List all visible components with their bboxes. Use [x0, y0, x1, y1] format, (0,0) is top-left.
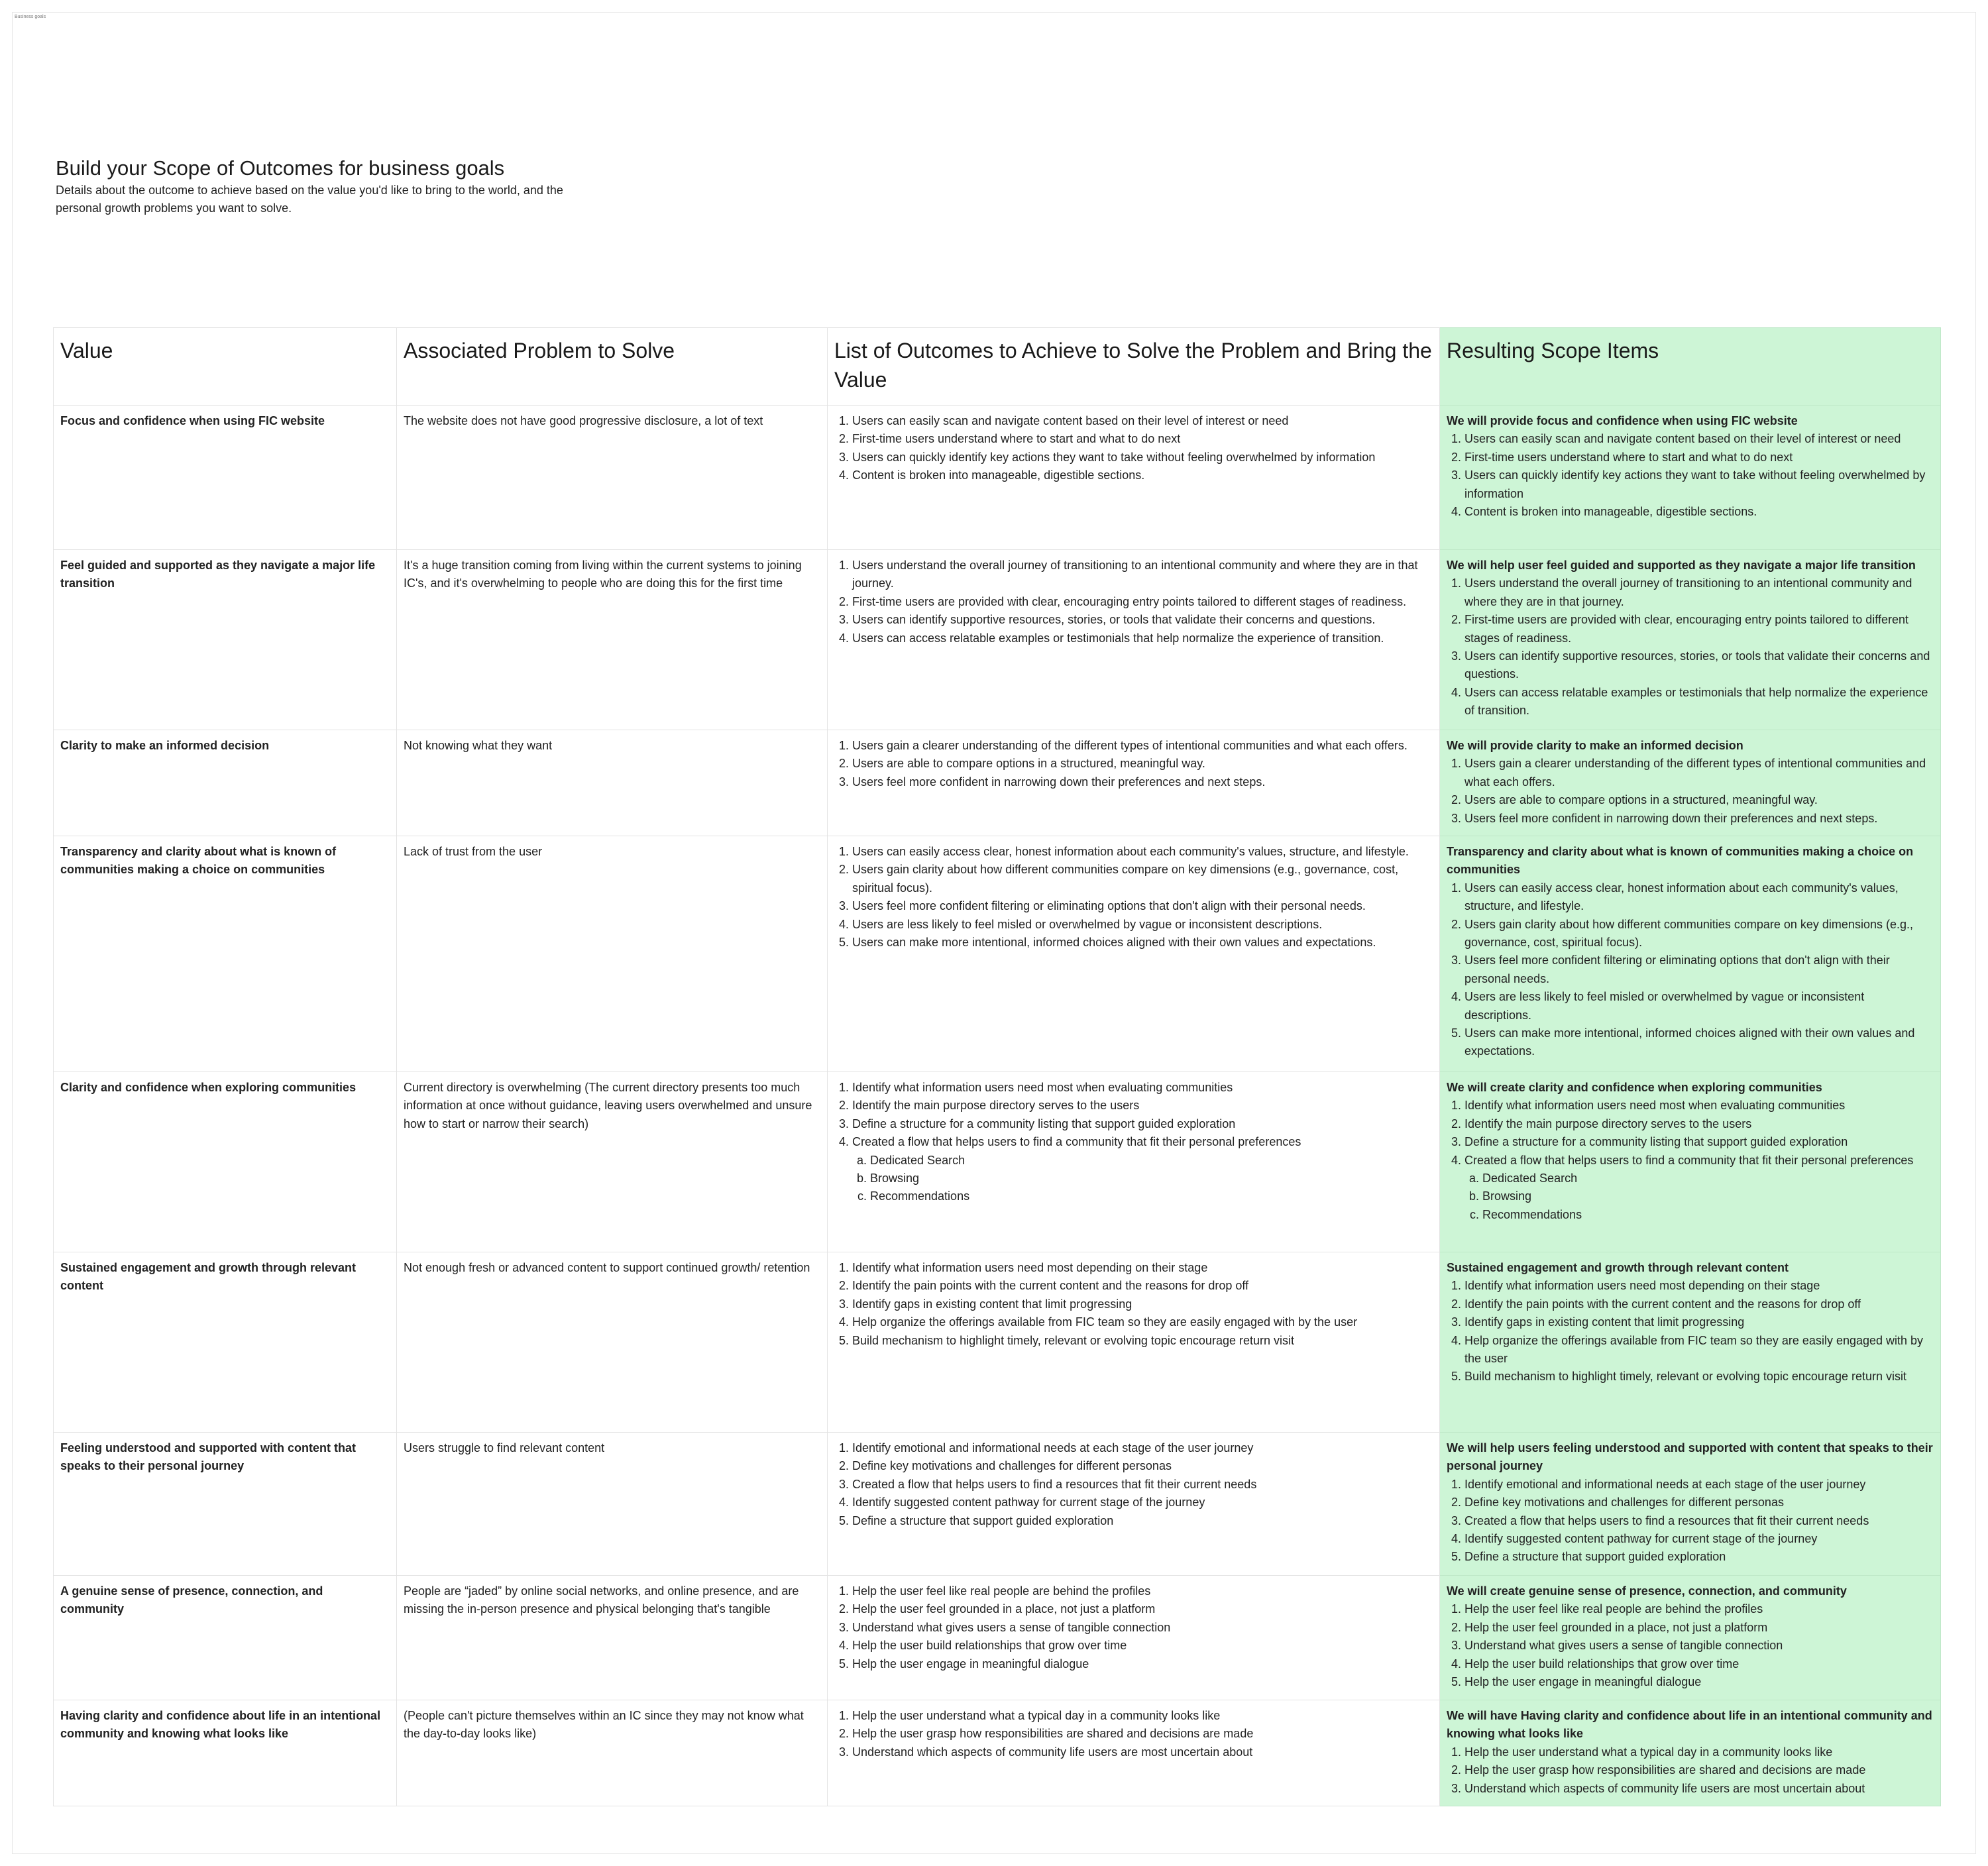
list-item-text: Users understand the overall journey of transitioning to an intentional community and where they are in that journey.	[852, 559, 1418, 590]
list-item	[1464, 1097, 1934, 1115]
scope-cell	[1440, 1433, 1941, 1576]
list-item	[852, 1476, 1433, 1494]
outcomes-cell	[828, 406, 1440, 550]
board-label: Business goals	[15, 15, 46, 19]
list-item-text: Identify what information users need most depending on their stage	[852, 1261, 1208, 1274]
list-item	[852, 1494, 1433, 1511]
list-item-text: Identify the main purpose directory serves to the users	[1464, 1117, 1752, 1130]
scope-title: We will provide focus and confidence when using FIC website	[1447, 414, 1798, 427]
value-cell: A genuine sense of presence, connection, and community	[54, 1576, 397, 1700]
list-item-text: Help organize the offerings available from FIC team so they are easily engaged with by the user	[852, 1315, 1358, 1329]
numbered-list	[1447, 879, 1934, 1061]
list-item	[1464, 1368, 1934, 1386]
list-item	[852, 430, 1433, 448]
list-item-text: Identify the main purpose directory serves to the users	[852, 1099, 1140, 1113]
list-item-text: Users are less likely to feel misled or overwhelmed by vague or inconsistent descriptions.	[852, 917, 1323, 931]
page-title: Build your Scope of Outcomes for business goals	[56, 156, 505, 180]
list-item-text: Define a structure for a community listing that support guided exploration	[1464, 1135, 1848, 1149]
list-item-text: Build mechanism to highlight timely, relevant or evolving topic encourage return visit	[1464, 1370, 1906, 1384]
list-item	[852, 934, 1433, 952]
list-item	[852, 1313, 1433, 1331]
value-cell: Focus and confidence when using FIC website	[54, 406, 397, 550]
numbered-list	[1447, 755, 1934, 828]
numbered-list	[1447, 1097, 1934, 1224]
list-item-text: Users are able to compare options in a structured, meaningful way.	[1464, 793, 1818, 807]
list-item	[1464, 1313, 1934, 1331]
list-item	[852, 1097, 1433, 1115]
scope-title: We will create genuine sense of presence, connection, and community	[1447, 1584, 1847, 1598]
list-item-text: Help the user understand what a typical day in a community looks like	[852, 1709, 1221, 1722]
list-item-text: Users can access relatable examples or testimonials that help normalize the experience of transition.	[1464, 685, 1928, 718]
list-item	[1464, 1277, 1934, 1295]
numbered-list	[1447, 1743, 1934, 1798]
list-item-text: Help the user grasp how responsibilities are shared and decisions are made	[1464, 1763, 1866, 1777]
list-item	[852, 1582, 1433, 1600]
scope-title: We will create clarity and confidence when exploring communities	[1447, 1081, 1822, 1094]
list-item-text: Users gain clarity about how different communities compare on key dimensions (e.g., governance, cost, spiritual focus).	[1464, 917, 1913, 950]
list-item	[1464, 791, 1934, 809]
list-item-text: Content is broken into manageable, digestible sections.	[1464, 505, 1757, 519]
list-item	[852, 1457, 1433, 1475]
list-item	[1464, 1548, 1934, 1566]
list-item	[1464, 1295, 1934, 1313]
list-item	[1464, 1133, 1934, 1151]
list-item-text: First-time users understand where to start and what to do next	[1464, 450, 1793, 464]
scope-table	[53, 327, 1941, 1806]
list-item	[1464, 1673, 1934, 1691]
list-item	[1464, 1476, 1934, 1494]
numbered-list	[834, 843, 1433, 952]
table-row	[54, 1252, 1941, 1433]
list-item	[1464, 1024, 1934, 1061]
list-item-text: Identify the pain points with the current content and the reasons for drop off	[852, 1279, 1249, 1293]
list-item	[1464, 1637, 1934, 1655]
value-cell: Feel guided and supported as they navigate a major life transition	[54, 550, 397, 730]
header-problem: Associated Problem to Solve	[397, 328, 828, 406]
list-item-text: Identify the pain points with the current content and the reasons for drop off	[1464, 1297, 1861, 1311]
list-item	[1464, 1152, 1934, 1225]
list-item-text: Build mechanism to highlight timely, relevant or evolving topic encourage return visit	[852, 1333, 1294, 1347]
sub-list	[1464, 1170, 1934, 1224]
list-item-text: Help the user feel grounded in a place, not just a platform	[852, 1602, 1156, 1616]
list-item-text: First-time users understand where to start and what to do next	[852, 432, 1181, 446]
list-item	[1464, 1115, 1934, 1133]
outcomes-cell	[828, 730, 1440, 836]
list-item	[852, 1439, 1433, 1457]
table-row	[54, 1072, 1941, 1252]
list-item	[852, 773, 1433, 791]
numbered-list	[834, 1582, 1433, 1673]
table-row	[54, 836, 1941, 1072]
list-item	[1464, 449, 1934, 466]
list-item-text: Define key motivations and challenges for different personas	[1464, 1496, 1784, 1509]
list-item-text: Define a structure for a community listing that support guided exploration	[852, 1117, 1236, 1130]
list-item	[1464, 1761, 1934, 1779]
table-row	[54, 730, 1941, 836]
list-item-text: Users can identify supportive resources, stories, or tools that validate their concerns and questions.	[1464, 649, 1930, 681]
list-item-text: Define key motivations and challenges for different personas	[852, 1459, 1172, 1473]
sub-list-item: c. Recommendations	[870, 1187, 1433, 1205]
list-item	[852, 557, 1433, 593]
numbered-list	[834, 737, 1433, 791]
scope-cell	[1440, 406, 1941, 550]
list-item	[852, 861, 1433, 897]
list-item-text: Identify what information users need most when evaluating communities	[1464, 1099, 1846, 1113]
scope-title: We will help user feel guided and supported as they navigate a major life transition	[1447, 559, 1916, 572]
list-item-text: Users understand the overall journey of transitioning to an intentional community and where they are in that journey.	[1464, 576, 1912, 608]
list-item	[1464, 1619, 1934, 1637]
list-item-text: Created a flow that helps users to find a resources that fit their current needs	[1464, 1513, 1869, 1527]
list-item-text: Help the user feel like real people are behind the profiles	[1464, 1602, 1763, 1616]
list-item-text: First-time users are provided with clear, encouraging entry points tailored to different stages of readiness.	[852, 594, 1407, 608]
list-item	[1464, 1494, 1934, 1511]
list-item-text: Created a flow that helps users to find a resources that fit their current needs	[852, 1477, 1257, 1491]
list-item	[1464, 1530, 1934, 1548]
outcomes-cell	[828, 1433, 1440, 1576]
table-row	[54, 550, 1941, 730]
list-item-text: Users can make more intentional, informed choices aligned with their own values and expectations.	[1464, 1026, 1915, 1058]
list-item-text: Help the user understand what a typical day in a community looks like	[1464, 1745, 1833, 1759]
list-item-text: Understand what gives users a sense of tangible connection	[852, 1620, 1171, 1634]
list-item	[1464, 1655, 1934, 1673]
numbered-list	[1447, 430, 1934, 521]
sub-list-item: b. Browsing	[1482, 1187, 1934, 1205]
numbered-list	[834, 1439, 1433, 1530]
list-item-text: Users feel more confident filtering or eliminating options that don't align with their personal needs.	[852, 899, 1366, 913]
list-item-text: Users are able to compare options in a structured, meaningful way.	[852, 757, 1205, 771]
problem-cell: Not enough fresh or advanced content to support continued growth/ retention	[397, 1252, 828, 1433]
list-item	[852, 593, 1433, 611]
list-item	[852, 1259, 1433, 1277]
scope-cell	[1440, 550, 1941, 730]
list-item-text: Help the user grasp how responsibilities are shared and decisions are made	[852, 1727, 1254, 1741]
list-item	[852, 1332, 1433, 1350]
problem-cell: It's a huge transition coming from living within the current systems to joining IC's, and it's overwhelming to people who are doing this for the first time	[397, 550, 828, 730]
table-row	[54, 1433, 1941, 1576]
sub-list-item: c. Recommendations	[1482, 1206, 1934, 1224]
list-item-text: Users can easily scan and navigate content based on their level of interest or need	[852, 414, 1289, 427]
scope-title: Transparency and clarity about what is known of communities making a choice on communities	[1447, 845, 1914, 877]
value-cell: Clarity and confidence when exploring communities	[54, 1072, 397, 1252]
list-item-text: Identify emotional and informational needs at each stage of the user journey	[1464, 1477, 1866, 1491]
list-item	[1464, 575, 1934, 611]
page-description: Details about the outcome to achieve based on the value you'd like to bring to the world, and the personal growth problems you want to solve.	[56, 184, 563, 215]
list-item-text: Users can access relatable examples or testimonials that help normalize the experience of transition.	[852, 631, 1384, 645]
numbered-list	[1447, 1476, 1934, 1566]
scope-cell	[1440, 1576, 1941, 1700]
list-item-text: First-time users are provided with clear, encouraging entry points tailored to different stages of readiness.	[1464, 613, 1908, 645]
list-item	[852, 1707, 1433, 1725]
scope-cell	[1440, 1252, 1941, 1433]
header-scope: Resulting Scope Items	[1440, 328, 1941, 406]
list-item	[1464, 879, 1934, 916]
list-item-text: Identify what information users need most depending on their stage	[1464, 1279, 1820, 1293]
list-item	[1464, 988, 1934, 1024]
list-item	[852, 1512, 1433, 1530]
list-item-text: Users feel more confident in narrowing down their preferences and next steps.	[1464, 811, 1878, 825]
list-item	[852, 1600, 1433, 1618]
list-item-text: Users gain a clearer understanding of the different types of intentional communities and what each offers.	[852, 739, 1408, 752]
list-item	[852, 449, 1433, 466]
problem-cell: The website does not have good progressive disclosure, a lot of text	[397, 406, 828, 550]
list-item-text: Users can quickly identify key actions they want to take without feeling overwhelmed by information	[1464, 468, 1926, 500]
numbered-list	[1447, 575, 1934, 720]
list-item-text: Identify gaps in existing content that limit progressing	[852, 1297, 1132, 1311]
outcomes-cell	[828, 836, 1440, 1072]
sub-list-item: b. Browsing	[870, 1170, 1433, 1187]
list-item-text: Users gain a clearer understanding of the different types of intentional communities and what each offers.	[1464, 757, 1926, 789]
list-item-text: Identify what information users need most when evaluating communities	[852, 1081, 1233, 1094]
list-item-text: Define a structure that support guided exploration	[852, 1513, 1114, 1527]
list-item-text: Understand what gives users a sense of tangible connection	[1464, 1639, 1783, 1653]
list-item	[852, 1637, 1433, 1655]
list-item-text: Identify emotional and informational needs at each stage of the user journey	[852, 1441, 1254, 1454]
list-item-text: Help the user feel grounded in a place, not just a platform	[1464, 1620, 1768, 1634]
outcomes-cell	[828, 1576, 1440, 1700]
list-item-text: Understand which aspects of community life users are most uncertain about	[1464, 1781, 1865, 1795]
table-header-row	[54, 328, 1941, 406]
numbered-list	[834, 1707, 1433, 1761]
problem-cell: People are “jaded” by online social networks, and online presence, and are missing the in-person presence and physical belonging that's tangible	[397, 1576, 828, 1700]
list-item	[852, 755, 1433, 773]
list-item-text: Understand which aspects of community life users are most uncertain about	[852, 1745, 1253, 1759]
sub-list-item: a. Dedicated Search	[870, 1152, 1433, 1170]
list-item-text: Users can easily access clear, honest information about each community's values, structure, and lifestyle.	[1464, 881, 1899, 913]
problem-cell: Lack of trust from the user	[397, 836, 828, 1072]
table-body	[54, 406, 1941, 1806]
list-item-text: Users can quickly identify key actions they want to take without feeling overwhelmed by information	[852, 450, 1376, 464]
list-item	[1464, 466, 1934, 503]
scope-title: We will provide clarity to make an informed decision	[1447, 739, 1743, 752]
list-item	[852, 1133, 1433, 1206]
scope-cell	[1440, 836, 1941, 1072]
problem-cell: Not knowing what they want	[397, 730, 828, 836]
list-item	[1464, 755, 1934, 791]
problem-cell: (People can't picture themselves within an IC since they may not know what the day-to-day looks like)	[397, 1700, 828, 1806]
list-item	[1464, 684, 1934, 720]
sub-list-item: a. Dedicated Search	[1482, 1170, 1934, 1187]
list-item	[1464, 430, 1934, 448]
list-item	[852, 737, 1433, 755]
list-item-text: Help the user build relationships that grow over time	[1464, 1657, 1740, 1671]
list-item-text: Help the user engage in meaningful dialogue	[1464, 1675, 1702, 1689]
table-row	[54, 406, 1941, 550]
list-item	[852, 1655, 1433, 1673]
list-item-text: Created a flow that helps users to find a community that fit their personal preferences	[852, 1135, 1301, 1149]
list-item	[852, 1725, 1433, 1743]
list-item-text: Identify gaps in existing content that limit progressing	[1464, 1315, 1745, 1329]
outcomes-cell	[828, 1252, 1440, 1433]
scope-title: Sustained engagement and growth through relevant content	[1447, 1261, 1789, 1274]
list-item-text: Users can easily access clear, honest information about each community's values, structure, and lifestyle.	[852, 845, 1409, 858]
list-item	[1464, 916, 1934, 952]
list-item-text: Help the user build relationships that grow over time	[852, 1639, 1127, 1653]
list-item	[1464, 611, 1934, 647]
list-item	[1464, 1512, 1934, 1530]
list-item	[1464, 1332, 1934, 1368]
problem-cell: Users struggle to find relevant content	[397, 1433, 828, 1576]
list-item	[1464, 1780, 1934, 1798]
list-item	[852, 466, 1433, 484]
list-item	[852, 1079, 1433, 1097]
value-cell: Feeling understood and supported with content that speaks to their personal journey	[54, 1433, 397, 1576]
list-item	[852, 843, 1433, 861]
list-item-text: Users can make more intentional, informed choices aligned with their own values and expectations.	[852, 936, 1376, 950]
scope-cell	[1440, 1072, 1941, 1252]
list-item	[1464, 647, 1934, 684]
value-cell: Having clarity and confidence about life in an intentional community and knowing what looks like	[54, 1700, 397, 1806]
list-item-text: Content is broken into manageable, digestible sections.	[852, 468, 1145, 482]
list-item-text: Users are less likely to feel misled or overwhelmed by vague or inconsistent descriptions.	[1464, 990, 1865, 1022]
sub-list	[852, 1152, 1433, 1206]
value-cell: Transparency and clarity about what is known of communities making a choice on communities	[54, 836, 397, 1072]
scope-title: We will have Having clarity and confidence about life in an intentional community and knowing what looks like	[1447, 1709, 1932, 1741]
list-item-text: Created a flow that helps users to find a community that fit their personal preferences	[1464, 1153, 1914, 1167]
page-header	[56, 155, 599, 217]
outcomes-cell	[828, 1700, 1440, 1806]
numbered-list	[834, 557, 1433, 647]
numbered-list	[834, 1079, 1433, 1206]
list-item	[1464, 503, 1934, 521]
list-item	[852, 630, 1433, 647]
outcomes-cell	[828, 1072, 1440, 1252]
list-item-text: Help the user feel like real people are behind the profiles	[852, 1584, 1151, 1598]
list-item	[852, 611, 1433, 629]
table-row	[54, 1576, 1941, 1700]
numbered-list	[834, 412, 1433, 485]
list-item-text: Users gain clarity about how different communities compare on key dimensions (e.g., governance, cost, spiritual focus).	[852, 863, 1399, 895]
table-row	[54, 1700, 1941, 1806]
list-item	[852, 1115, 1433, 1133]
list-item-text: Help the user engage in meaningful dialogue	[852, 1657, 1089, 1671]
list-item-text: Help organize the offerings available from FIC team so they are easily engaged with by the user	[1464, 1333, 1924, 1366]
list-item-text: Identify suggested content pathway for current stage of the journey	[1464, 1532, 1818, 1546]
scope-cell	[1440, 730, 1941, 836]
list-item	[1464, 952, 1934, 988]
scope-title: We will help users feeling understood and supported with content that speaks to their personal journey	[1447, 1441, 1933, 1473]
header-value: Value	[54, 328, 397, 406]
list-item	[852, 1619, 1433, 1637]
list-item-text: Users feel more confident filtering or eliminating options that don't align with their personal needs.	[1464, 954, 1890, 985]
list-item	[852, 916, 1433, 934]
list-item	[852, 1743, 1433, 1761]
value-cell: Sustained engagement and growth through relevant content	[54, 1252, 397, 1433]
list-item	[1464, 1743, 1934, 1761]
problem-cell: Current directory is overwhelming (The current directory presents too much information at once without guidance, leaving users overwhelmed and unsure how to start or narrow their search)	[397, 1072, 828, 1252]
list-item	[852, 1295, 1433, 1313]
outcomes-cell	[828, 550, 1440, 730]
list-item	[852, 1277, 1433, 1295]
list-item-text: Identify suggested content pathway for current stage of the journey	[852, 1496, 1205, 1509]
list-item-text: Users feel more confident in narrowing down their preferences and next steps.	[852, 775, 1266, 789]
list-item-text: Define a structure that support guided exploration	[1464, 1550, 1726, 1564]
numbered-list	[834, 1259, 1433, 1350]
scope-cell	[1440, 1700, 1941, 1806]
numbered-list	[1447, 1277, 1934, 1386]
value-cell: Clarity to make an informed decision	[54, 730, 397, 836]
list-item	[852, 897, 1433, 915]
header-outcomes: List of Outcomes to Achieve to Solve the Problem and Bring the Value	[828, 328, 1440, 406]
list-item	[852, 412, 1433, 430]
list-item	[1464, 1600, 1934, 1618]
list-item-text: Users can identify supportive resources, stories, or tools that validate their concerns and questions.	[852, 613, 1376, 627]
list-item	[1464, 810, 1934, 828]
numbered-list	[1447, 1600, 1934, 1691]
list-item-text: Users can easily scan and navigate content based on their level of interest or need	[1464, 432, 1901, 446]
